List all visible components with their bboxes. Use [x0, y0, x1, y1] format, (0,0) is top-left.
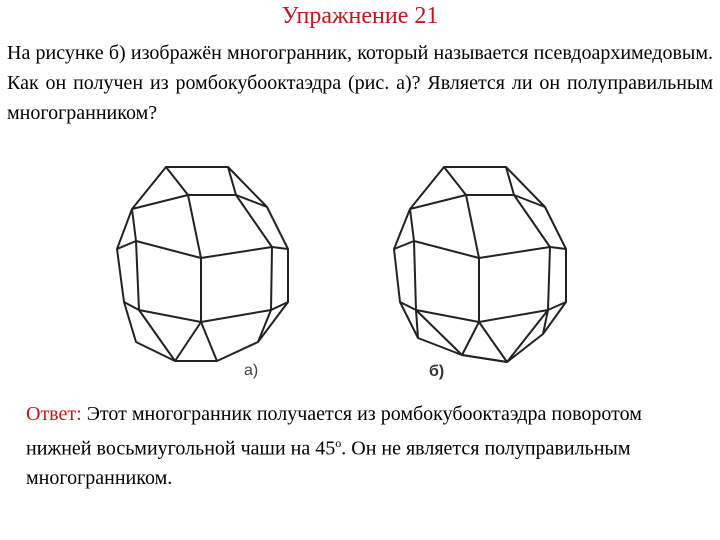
polyhedra-figure — [0, 150, 720, 390]
pseudo-rhombicuboctahedron-drawing — [394, 167, 566, 362]
answer-label: Ответ: — [26, 403, 82, 425]
degree-mark: о — [335, 436, 342, 450]
polyhedra-drawings — [0, 150, 720, 390]
answer-body-end: . Он не является полуправильным многогранником. — [26, 437, 631, 489]
rhombicuboctahedron-drawing — [117, 167, 288, 361]
exercise-title: Упражнение 21 — [281, 3, 439, 29]
figure-b-caption: б) — [429, 363, 445, 380]
figure-a-caption: а) — [244, 362, 259, 379]
question-text: На рисунке б) изображён многогранник, который называется псевдоархимедовым. Как он получен из ромбокубооктаэдра (рис. а)? Является ли он полуправильным многогранником? — [7, 42, 713, 124]
answer-body-start: Этот многогранник получается из ромбокубооктаэдра поворотом нижней восьмиугольной чаши на 45 — [26, 403, 642, 460]
answer-text — [26, 400, 696, 493]
